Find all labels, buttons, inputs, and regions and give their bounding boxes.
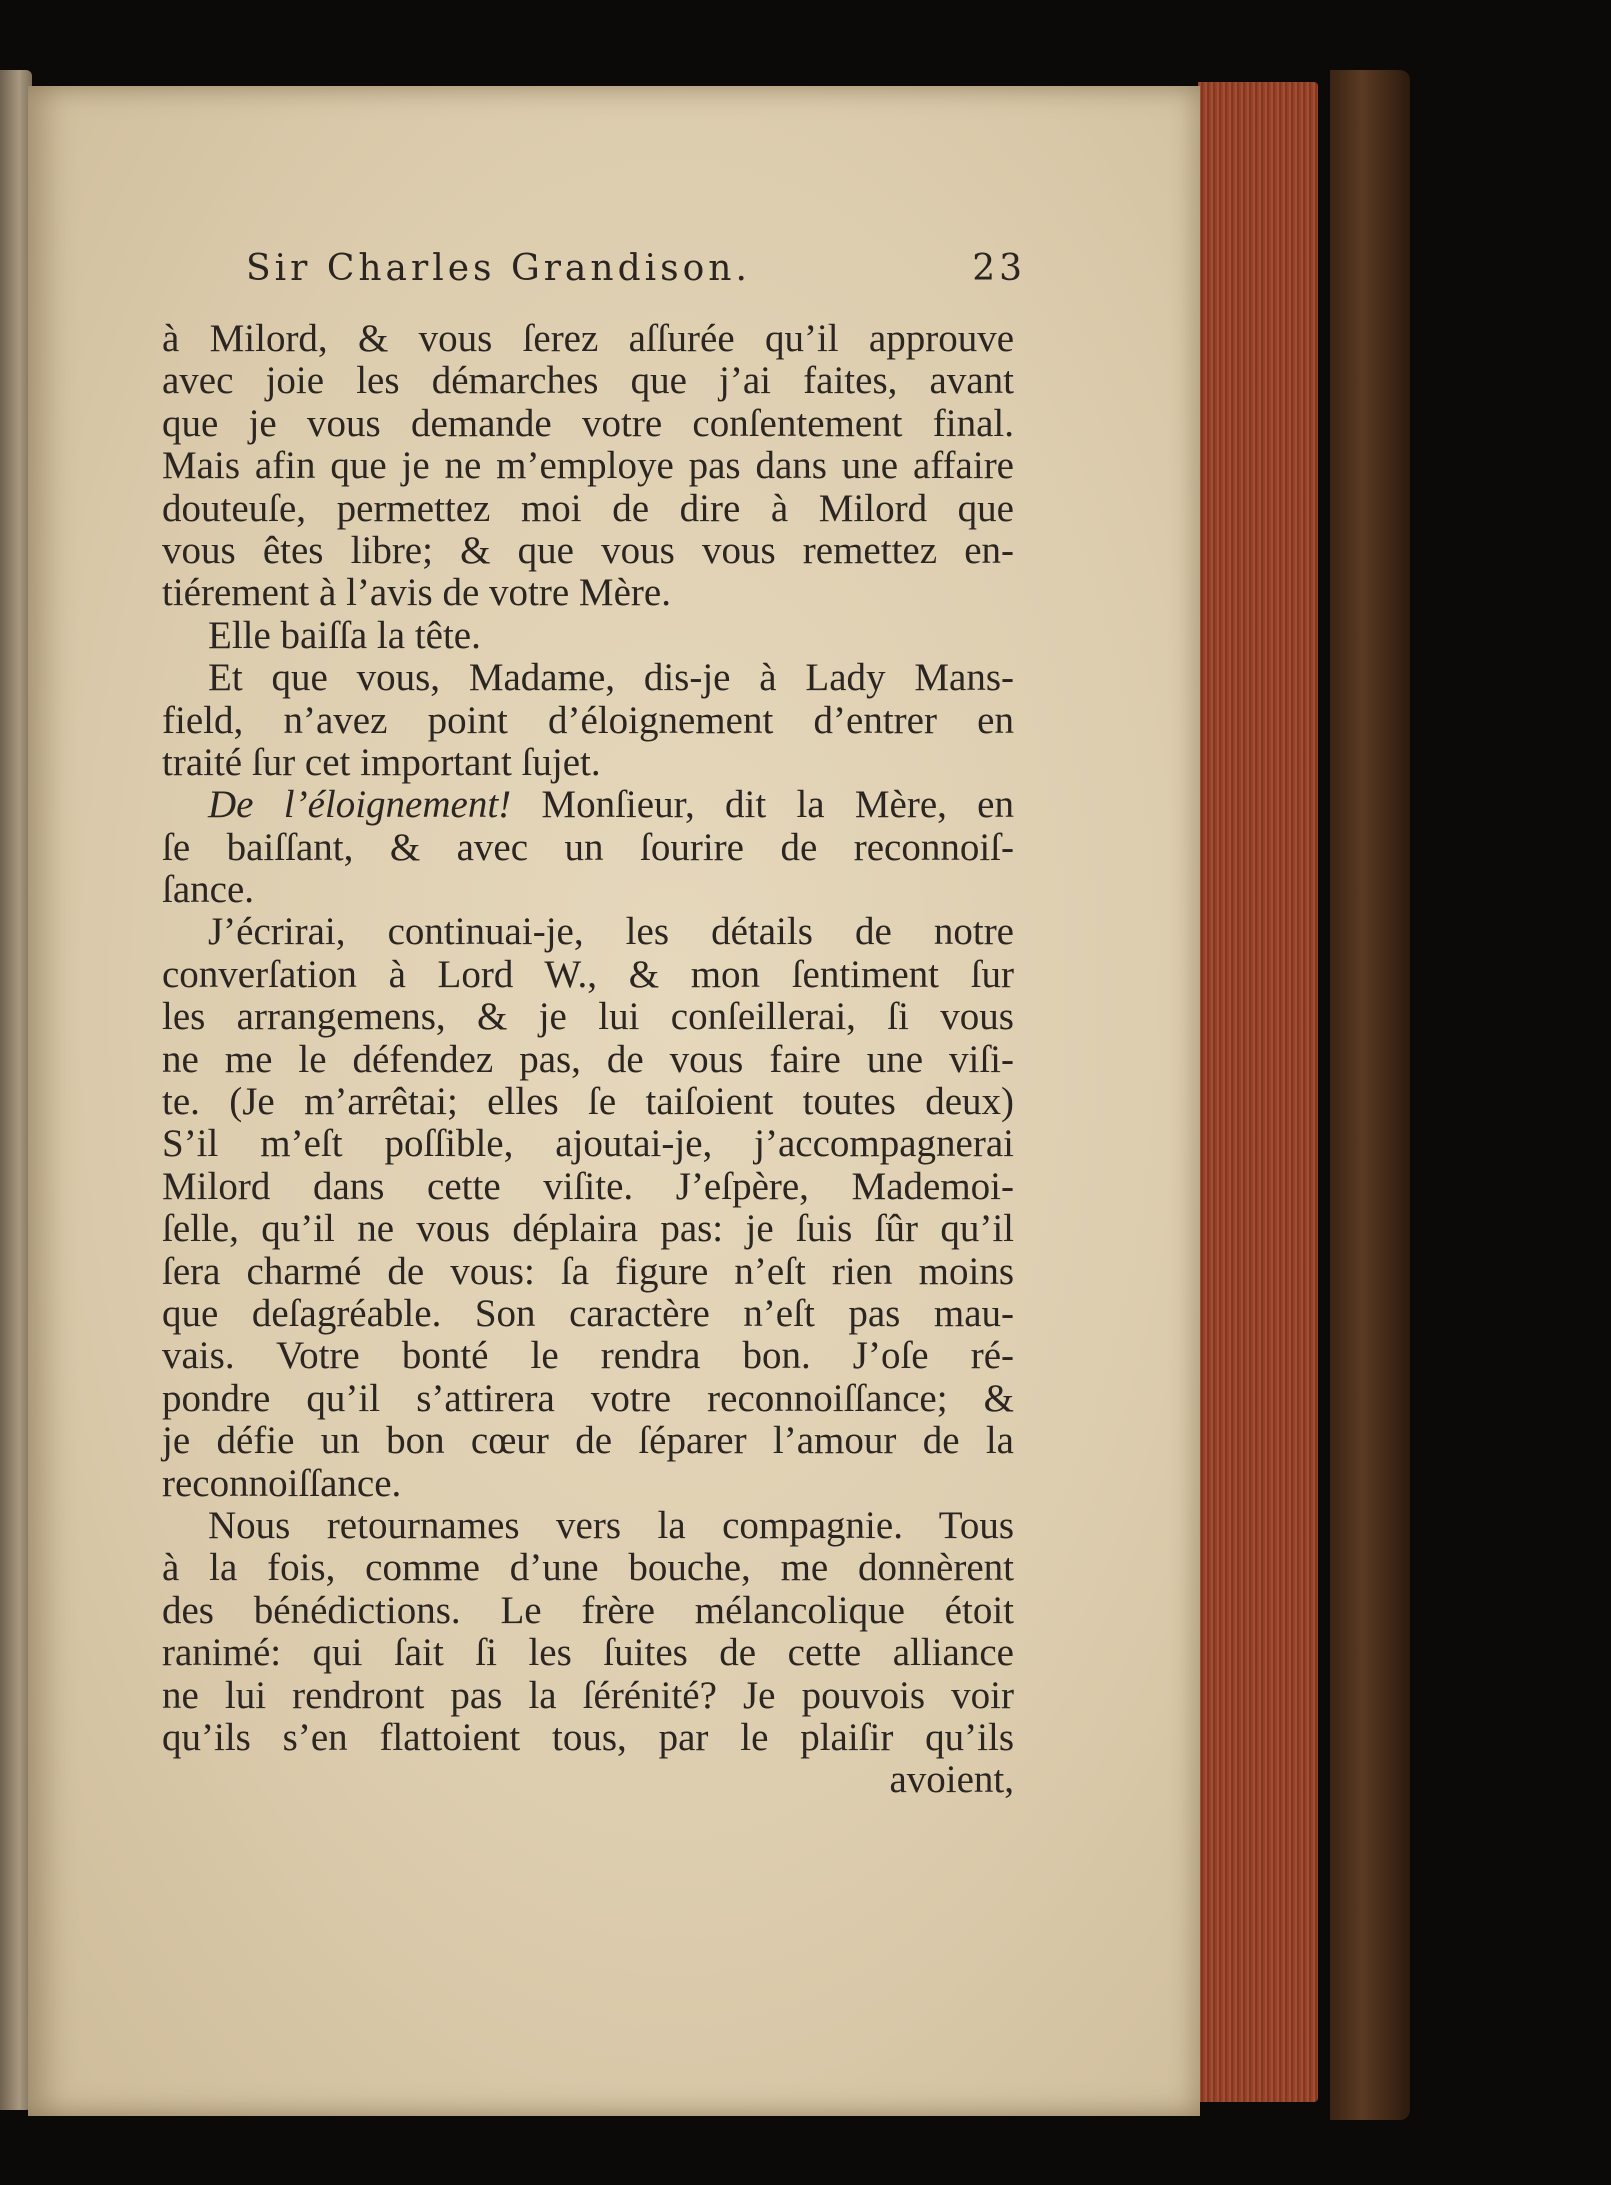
book-cover	[1330, 70, 1410, 2120]
line-text: Monſieur, dit la Mère, en	[511, 783, 1014, 827]
page-number: 23	[972, 248, 1026, 289]
text-line: à la fois, comme d’une bouche, me donnèrent	[162, 1546, 1014, 1590]
text-line: qu’ils s’en flattoient tous, par le plaiſir qu’ils	[162, 1715, 1014, 1759]
text-line: Nous retournames vers la compagnie. Tous	[208, 1503, 1014, 1547]
text-line: converſation à Lord W., & mon ſentiment ſur	[162, 952, 1014, 996]
text-line: des bénédictions. Le frère mélancolique étoit	[162, 1588, 1014, 1632]
italic-phrase: De l’éloignement!	[208, 783, 512, 827]
text-line: field, n’avez point d’éloignement d’entrer en	[162, 698, 1014, 742]
body-text	[162, 318, 1014, 1802]
text-line: douteuſe, permettez moi de dire à Milord que	[162, 486, 1014, 530]
running-head-title: Sir Charles Grandison.	[246, 248, 751, 289]
text-line: vous êtes libre; & que vous vous remettez en-	[162, 528, 1014, 572]
text-line: Elle baiſſa la tête.	[208, 613, 481, 657]
text-line: avec joie les démarches que j’ai faites, avant	[162, 359, 1014, 403]
text-line: je défie un bon cœur de ſéparer l’amour de la	[162, 1419, 1014, 1463]
text-line: à Milord, & vous ſerez aſſurée qu’il approuve	[162, 317, 1014, 360]
catchword: avoient,	[889, 1758, 1014, 1802]
text-line: ſance.	[162, 868, 255, 912]
text-line: ſera charmé de vous: ſa figure n’eſt rien moins	[162, 1249, 1014, 1293]
text-line: ranimé: qui ſait ſi les ſuites de cette alliance	[162, 1631, 1014, 1675]
running-head	[246, 248, 1026, 289]
text-line: te. (Je m’arrêtai; elles ſe taiſoient toutes deux)	[162, 1080, 1014, 1124]
text-line: ſe baiſſant, & avec un ſourire de reconnoiſ-	[162, 825, 1014, 869]
text-line: tiérement à l’avis de votre Mère.	[162, 571, 671, 615]
text-line: que je vous demande votre conſentement final.	[162, 401, 1014, 445]
text-line: ſelle, qu’il ne vous déplaira pas: je ſuis ſûr qu’il	[162, 1207, 1014, 1251]
text-line: reconnoiſſance.	[162, 1461, 402, 1505]
text-line: les arrangemens, & je lui conſeillerai, ſi vous	[162, 995, 1014, 1039]
text-line	[162, 784, 1014, 826]
text-line: Et que vous, Madame, dis-je à Lady Mans-	[208, 656, 1014, 700]
text-line: Mais afin que je ne m’employe pas dans une affaire	[162, 444, 1014, 488]
text-line: vais. Votre bonté le rendra bon. J’oſe ré-	[162, 1334, 1014, 1378]
text-line: ne me le défendez pas, de vous faire une viſi-	[162, 1037, 1014, 1081]
page-edges	[1198, 82, 1318, 2102]
text-line: ne lui rendront pas la ſérénité? Je pouvois voir	[162, 1673, 1014, 1717]
text-line: S’il m’eſt poſſible, ajoutai-je, j’accompagnerai	[162, 1122, 1014, 1166]
text-line: traité ſur cet important ſujet.	[162, 740, 601, 784]
text-line: J’écrirai, continuai-je, les détails de notre	[208, 910, 1014, 954]
text-line: pondre qu’il s’attirera votre reconnoiſſance; &	[162, 1376, 1014, 1420]
text-line: que deſagréable. Son caractère n’eſt pas mau-	[162, 1291, 1014, 1335]
text-line: Milord dans cette viſite. J’eſpère, Mademoi-	[162, 1164, 1014, 1208]
